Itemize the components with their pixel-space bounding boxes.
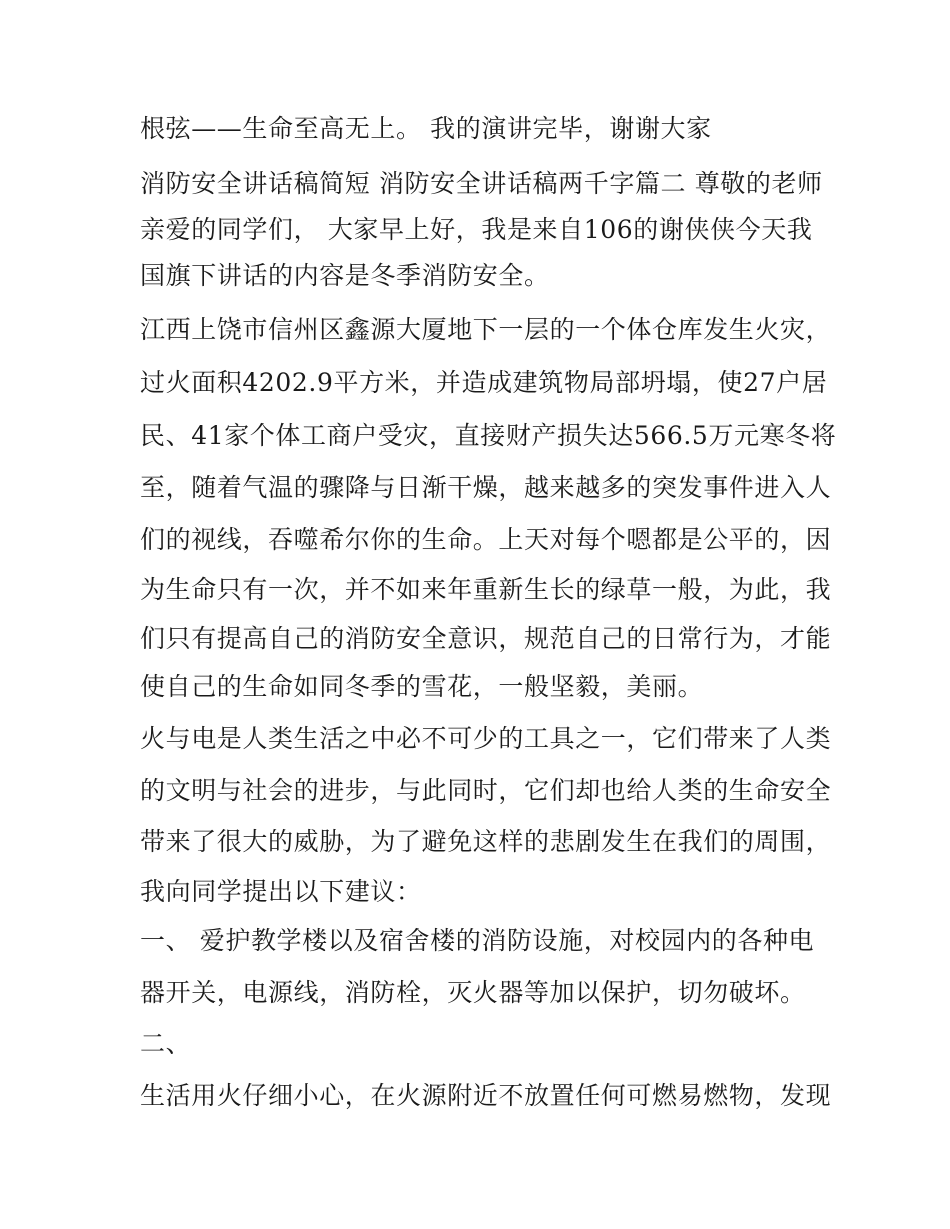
text-line: 为生命只有一次，并不如来年重新生长的绿草一般，为此，我 bbox=[140, 575, 832, 604]
text-line: 器开关，电源线，消防栓，灭火器等加以保护，切勿破坏。 bbox=[140, 978, 806, 1007]
text-line: 火与电是人类生活之中必不可少的工具之一，它们带来了人类 bbox=[140, 724, 832, 753]
text-line: 使自己的生命如同冬季的雪花，一般坚毅，美丽。 bbox=[140, 672, 704, 701]
text-line: 国旗下讲话的内容是冬季消防安全。 bbox=[140, 261, 550, 290]
text-line: 江西上饶市信州区鑫源大厦地下一层的一个体仓库发生火灾， bbox=[140, 315, 832, 344]
text-line: 们只有提高自己的消防安全意识，规范自己的日常行为，才能 bbox=[140, 624, 832, 653]
text-line: 根弦——生命至高无上。 我的演讲完毕，谢谢大家 bbox=[140, 114, 712, 143]
text-line: 亲爱的同学们， 大家早上好，我是来自106的谢侠侠今天我 bbox=[140, 215, 813, 244]
text-line: 的文明与社会的进步，与此同时，它们却也给人类的生命安全 bbox=[140, 776, 832, 805]
text-line: 一、 爱护教学楼以及宿舍楼的消防设施，对校园内的各种电 bbox=[140, 926, 815, 955]
text-line: 我向同学提出以下建议： bbox=[140, 877, 422, 906]
text-line: 带来了很大的威胁，为了避免这样的悲剧发生在我们的周围， bbox=[140, 827, 832, 856]
text-line: 民、41家个体工商户受灾，直接财产损失达566.5万元寒冬将 bbox=[140, 421, 837, 450]
text-line: 们的视线，吞噬希尔你的生命。上天对每个嗯都是公平的，因 bbox=[140, 525, 832, 554]
text-line: 生活用火仔细小心，在火源附近不放置任何可燃易燃物，发现 bbox=[140, 1081, 832, 1110]
text-line: 过火面积4202.9平方米，并造成建筑物局部坍塌，使27户居 bbox=[140, 368, 828, 397]
text-line: 二、 bbox=[140, 1029, 192, 1058]
text-line: 至，随着气温的骤降与日渐干燥，越来越多的突发事件进入人 bbox=[140, 473, 832, 502]
text-line: 消防安全讲话稿简短 消防安全讲话稿两千字篇二 尊敬的老师 bbox=[140, 169, 823, 198]
